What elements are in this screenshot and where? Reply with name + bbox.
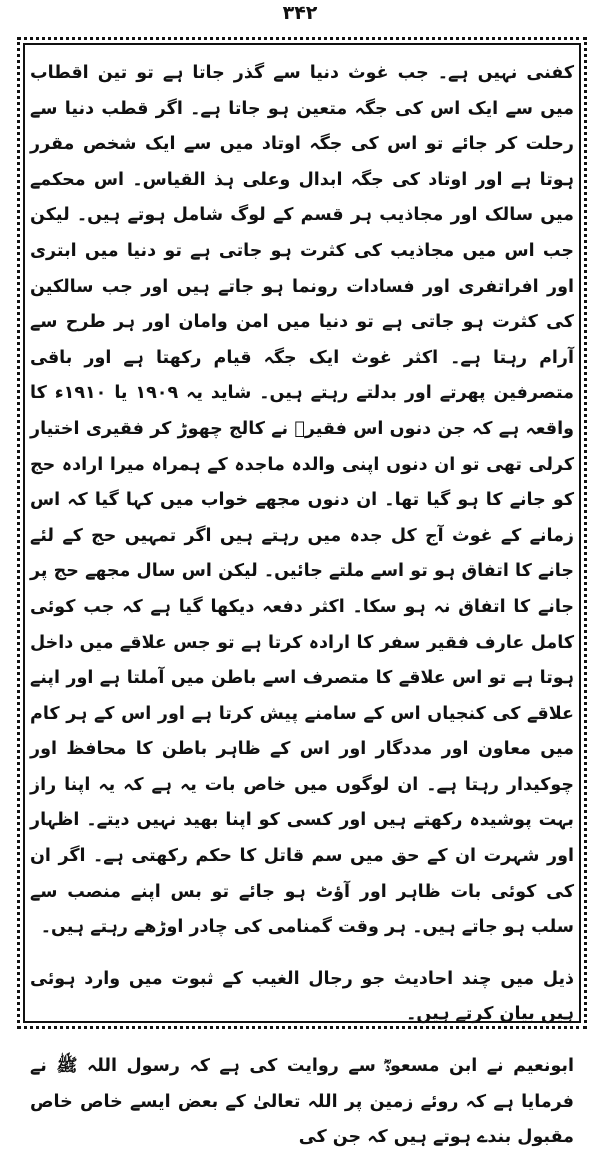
page-number: ۳۴۲	[282, 2, 318, 24]
paragraph-main: کفنی نہیں ہے۔ جب غوث دنیا سے گذر جاتا ہے تو تین اقطاب میں سے ایک اس کی جگہ متعین ہو جاتا ہے۔ اگر قطب دنیا سے رحلت کر جائے تو اس کی جگہ اوتاد میں سے ایک شخص مقرر ہوتا ہے اور اوتاد کی جگہ ابدال وعلی ہذ القیاس۔ اس محکمے میں سالک اور مجاذیب ہر قسم کے لوگ شامل ہوتے ہیں۔ لیکن جب اس میں مجاذیب کی کثرت ہو جاتی ہے تو دنیا میں ابتری اور افراتفری اور فسادات رونما ہو جاتے ہیں اور جب سالکین کی کثرت ہو جاتی ہے تو دنیا میں امن وامان اور ہر طرح سے آرام رہتا ہے۔ اکثر غوث ایک جگہ قیام رکھتا ہے اور باقی متصرفین پھرتے اور بدلتے رہتے ہیں۔ شاید یہ ۱۹۰۹ یا ۱۹۱۰ء کا واقعہ ہے کہ جن دنوں اس فقیرؒ نے کالج چھوڑ کر فقیری اختیار کرلی تھی تو ان دنوں اپنی والدہ ماجدہ کے ہمراہ میرا ارادہ حج کو جانے کا ہو گیا تھا۔ ان دنوں مجھے خواب میں کہا گیا کہ اس زمانے کے غوث آج کل جدہ میں رہتے ہیں اگر تمہیں حج کے لئے جانے کا اتفاق ہو تو اسے ملتے جائیں۔ لیکن اس سال مجھے حج پر جانے کا اتفاق نہ ہو سکا۔ اکثر دفعہ دیکھا گیا ہے کہ جب کوئی کامل عارف فقیر سفر کا ارادہ کرتا ہے تو جس علاقے میں داخل ہوتا ہے تو اس علاقے کا متصرف اسے باطن میں آملتا ہے اور اپنے علاقے کی کنجیاں اس کے سامنے پیش کرتا ہے اور اس کے ہر کام میں معاون اور مددگار اور اس کے ظاہر باطن کا محافظ اور چوکیدار رہتا ہے۔ ان لوگوں میں خاص بات یہ ہے کہ یہ اپنا راز بہت پوشیدہ رکھتے ہیں اور کسی کو اپنا بھید نہیں دیتے۔ اظہار اور شہرت ان کے حق میں سم قاتل کا حکم رکھتی ہے۔ اگر ان کی کوئی بات ظاہر اور آؤٹ ہو جائے تو بس اپنے منصب سے سلب ہو جاتے ہیں۔ ہر وقت گمنامی کی چادر اوڑھے رہتے ہیں۔	[30, 63, 574, 938]
paragraph-abu-nuaim: ابونعیم نے ابن مسعودؓ سے روایت کی ہے کہ رسول اللہ ﷺ نے فرمایا ہے کہ روئے زمین پر اللہ تعالیٰ کے بعض ایسے خاص خاص مقبول بندے ہوتے ہیں کہ جن کی	[30, 1056, 574, 1148]
paragraph-ahadith-intro: ذیل میں چند احادیث جو رجال الغیب کے ثبوت میں وارد ہوئی ہیں بیان کرتے ہیں۔	[30, 968, 574, 1025]
page-text	[30, 56, 574, 1156]
